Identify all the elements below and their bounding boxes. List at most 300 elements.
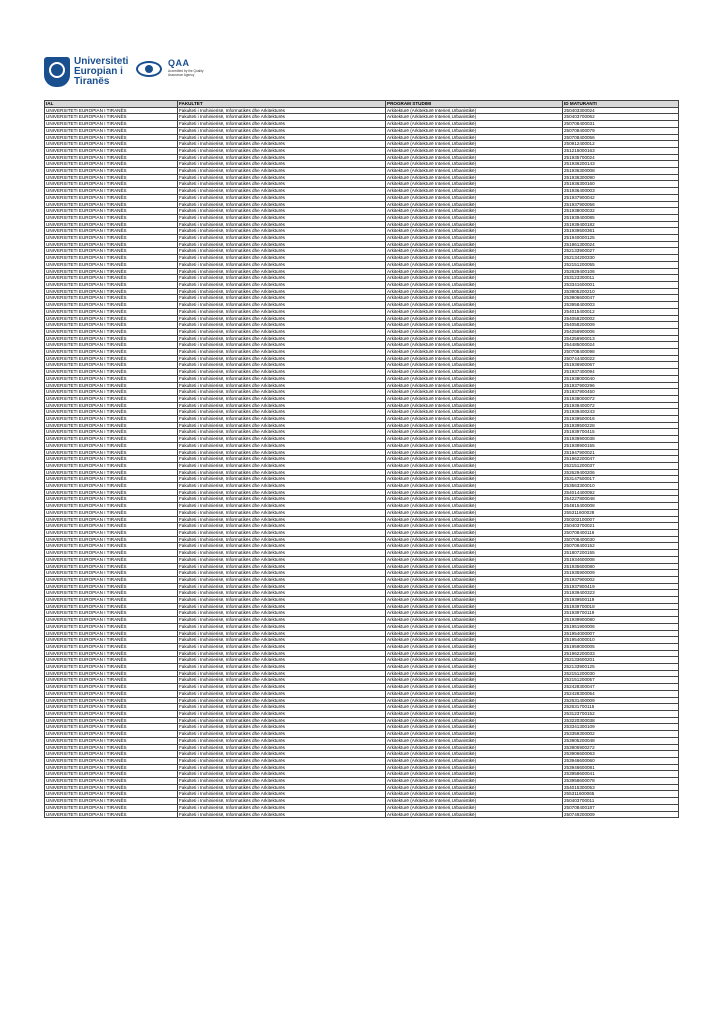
table-row	[45, 637, 679, 644]
table-row	[45, 590, 679, 597]
id-cell: 251939400243	[563, 409, 679, 416]
faculty-cell: Fakulteti i Inxhinierisë, Informatikës dhe Arkitekturës	[178, 710, 386, 717]
table-row	[45, 349, 679, 356]
id-cell: 251939500361	[563, 228, 679, 235]
id-cell: 253563300010	[563, 483, 679, 490]
faculty-cell: Fakulteti i Inxhinierisë, Informatikës dhe Arkitekturës	[178, 798, 386, 805]
ial-cell: UNIVERSITETI EUROPIAN I TIRANËS	[45, 409, 178, 416]
faculty-cell: Fakulteti i Inxhinierisë, Informatikës dhe Arkitekturës	[178, 228, 386, 235]
faculty-cell: Fakulteti i Inxhinierisë, Informatikës dhe Arkitekturës	[178, 241, 386, 248]
ial-cell: UNIVERSITETI EUROPIAN I TIRANËS	[45, 717, 178, 724]
ial-cell: UNIVERSITETI EUROPIAN I TIRANËS	[45, 154, 178, 161]
faculty-cell: Fakulteti i Inxhinierisë, Informatikës dhe Arkitekturës	[178, 603, 386, 610]
id-cell: 252151200057	[563, 677, 679, 684]
id-cell: 251938000072	[563, 395, 679, 402]
program-cell: Arkitekturë (Arkitekturë Interieri,Urbanistikë)	[386, 221, 563, 228]
program-cell: Arkitekturë (Arkitekturë Interieri,Urbanistikë)	[386, 449, 563, 456]
faculty-cell: Fakulteti i Inxhinierisë, Informatikës dhe Arkitekturës	[178, 731, 386, 738]
id-cell: 250749200009	[563, 811, 679, 818]
faculty-cell: Fakulteti i Inxhinierisë, Informatikës dhe Arkitekturës	[178, 154, 386, 161]
id-cell: 254227800048	[563, 496, 679, 503]
faculty-cell: Fakulteti i Inxhinierisë, Informatikës dhe Arkitekturës	[178, 597, 386, 604]
id-cell: 253905900272	[563, 744, 679, 751]
table-row	[45, 449, 679, 456]
ial-cell: UNIVERSITETI EUROPIAN I TIRANËS	[45, 369, 178, 376]
faculty-cell: Fakulteti i Inxhinierisë, Informatikës dhe Arkitekturës	[178, 771, 386, 778]
ial-cell: UNIVERSITETI EUROPIAN I TIRANËS	[45, 483, 178, 490]
table-row	[45, 355, 679, 362]
id-cell: 254256900006	[563, 328, 679, 335]
ial-cell: UNIVERSITETI EUROPIAN I TIRANËS	[45, 288, 178, 295]
table-row	[45, 550, 679, 557]
maturanti-table	[44, 100, 679, 818]
table-row	[45, 771, 679, 778]
ial-cell: UNIVERSITETI EUROPIAN I TIRANËS	[45, 449, 178, 456]
table-row	[45, 476, 679, 483]
table-row	[45, 563, 679, 570]
table-row	[45, 583, 679, 590]
id-cell: 250708400152	[563, 543, 679, 550]
program-cell: Arkitekturë (Arkitekturë Interieri,Urbanistikë)	[386, 597, 563, 604]
ial-cell: UNIVERSITETI EUROPIAN I TIRANËS	[45, 530, 178, 537]
program-cell: Arkitekturë (Arkitekturë Interieri,Urbanistikë)	[386, 147, 563, 154]
program-cell: Arkitekturë (Arkitekturë Interieri,Urbanistikë)	[386, 241, 563, 248]
table-row	[45, 791, 679, 798]
program-cell: Arkitekturë (Arkitekturë Interieri,Urbanistikë)	[386, 382, 563, 389]
program-cell: Arkitekturë (Arkitekturë Interieri,Urbanistikë)	[386, 811, 563, 818]
id-cell: 251939900080	[563, 617, 679, 624]
program-cell: Arkitekturë (Arkitekturë Interieri,Urbanistikë)	[386, 275, 563, 282]
id-cell: 252134200330	[563, 255, 679, 262]
faculty-cell: Fakulteti i Inxhinierisë, Informatikës dhe Arkitekturës	[178, 623, 386, 630]
id-cell: 250403700021	[563, 523, 679, 530]
faculty-cell: Fakulteti i Inxhinierisë, Informatikës dhe Arkitekturës	[178, 335, 386, 342]
table-row	[45, 201, 679, 208]
program-cell: Arkitekturë (Arkitekturë Interieri,Urbanistikë)	[386, 798, 563, 805]
table-row	[45, 389, 679, 396]
ial-cell: UNIVERSITETI EUROPIAN I TIRANËS	[45, 503, 178, 510]
ial-cell: UNIVERSITETI EUROPIAN I TIRANËS	[45, 637, 178, 644]
faculty-cell: Fakulteti i Inxhinierisë, Informatikës dhe Arkitekturës	[178, 530, 386, 537]
program-cell: Arkitekturë (Arkitekturë Interieri,Urbanistikë)	[386, 349, 563, 356]
id-cell: 250708400098	[563, 349, 679, 356]
ial-cell: UNIVERSITETI EUROPIAN I TIRANËS	[45, 114, 178, 121]
ial-cell: UNIVERSITETI EUROPIAN I TIRANËS	[45, 416, 178, 423]
ial-cell: UNIVERSITETI EUROPIAN I TIRANËS	[45, 456, 178, 463]
program-cell: Arkitekturë (Arkitekturë Interieri,Urbanistikë)	[386, 161, 563, 168]
ial-cell: UNIVERSITETI EUROPIAN I TIRANËS	[45, 791, 178, 798]
table-row	[45, 704, 679, 711]
id-cell: 253123300011	[563, 275, 679, 282]
id-cell: 250744400022	[563, 355, 679, 362]
id-cell: 252631700115	[563, 704, 679, 711]
faculty-cell: Fakulteti i Inxhinierisë, Informatikës dhe Arkitekturës	[178, 221, 386, 228]
program-cell: Arkitekturë (Arkitekturë Interieri,Urbanistikë)	[386, 670, 563, 677]
ial-cell: UNIVERSITETI EUROPIAN I TIRANËS	[45, 349, 178, 356]
faculty-cell: Fakulteti i Inxhinierisë, Informatikës dhe Arkitekturës	[178, 744, 386, 751]
faculty-cell: Fakulteti i Inxhinierisë, Informatikës dhe Arkitekturës	[178, 550, 386, 557]
program-cell: Arkitekturë (Arkitekturë Interieri,Urbanistikë)	[386, 335, 563, 342]
table-row	[45, 248, 679, 255]
table-row	[45, 744, 679, 751]
ial-cell: UNIVERSITETI EUROPIAN I TIRANËS	[45, 630, 178, 637]
program-cell: Arkitekturë (Arkitekturë Interieri,Urbanistikë)	[386, 570, 563, 577]
id-cell: 250708400079	[563, 127, 679, 134]
id-cell: 250708400031	[563, 121, 679, 128]
faculty-cell: Fakulteti i Inxhinierisë, Informatikës dhe Arkitekturës	[178, 570, 386, 577]
id-cell: 254015300053	[563, 784, 679, 791]
id-cell: 251215000163	[563, 147, 679, 154]
faculty-cell: Fakulteti i Inxhinierisë, Informatikës dhe Arkitekturës	[178, 107, 386, 114]
table-row	[45, 724, 679, 731]
table-row	[45, 751, 679, 758]
table-row	[45, 717, 679, 724]
faculty-cell: Fakulteti i Inxhinierisë, Informatikës dhe Arkitekturës	[178, 395, 386, 402]
program-cell: Arkitekturë (Arkitekturë Interieri,Urbanistikë)	[386, 643, 563, 650]
program-cell: Arkitekturë (Arkitekturë Interieri,Urbanistikë)	[386, 509, 563, 516]
faculty-cell: Fakulteti i Inxhinierisë, Informatikës dhe Arkitekturës	[178, 811, 386, 818]
ial-cell: UNIVERSITETI EUROPIAN I TIRANËS	[45, 375, 178, 382]
id-cell: 253946600060	[563, 757, 679, 764]
faculty-cell: Fakulteti i Inxhinierisë, Informatikës dhe Arkitekturës	[178, 610, 386, 617]
id-cell: 251962200033	[563, 650, 679, 657]
program-cell: Arkitekturë (Arkitekturë Interieri,Urbanistikë)	[386, 255, 563, 262]
faculty-cell: Fakulteti i Inxhinierisë, Informatikës dhe Arkitekturës	[178, 637, 386, 644]
faculty-cell: Fakulteti i Inxhinierisë, Informatikës dhe Arkitekturës	[178, 261, 386, 268]
faculty-cell: Fakulteti i Inxhinierisë, Informatikës dhe Arkitekturës	[178, 717, 386, 724]
faculty-cell: Fakulteti i Inxhinierisë, Informatikës dhe Arkitekturës	[178, 235, 386, 242]
program-cell: Arkitekturë (Arkitekturë Interieri,Urbanistikë)	[386, 228, 563, 235]
table-row	[45, 543, 679, 550]
table-row	[45, 643, 679, 650]
id-cell: 255311600028	[563, 509, 679, 516]
ial-cell: UNIVERSITETI EUROPIAN I TIRANËS	[45, 476, 178, 483]
table-row	[45, 322, 679, 329]
id-cell: 251939500016	[563, 416, 679, 423]
faculty-cell: Fakulteti i Inxhinierisë, Informatikës dhe Arkitekturës	[178, 483, 386, 490]
program-cell: Arkitekturë (Arkitekturë Interieri,Urbanistikë)	[386, 416, 563, 423]
ial-cell: UNIVERSITETI EUROPIAN I TIRANËS	[45, 610, 178, 617]
program-cell: Arkitekturë (Arkitekturë Interieri,Urbanistikë)	[386, 302, 563, 309]
program-cell: Arkitekturë (Arkitekturë Interieri,Urbanistikë)	[386, 489, 563, 496]
table-row	[45, 597, 679, 604]
table-row	[45, 570, 679, 577]
table-row	[45, 402, 679, 409]
id-cell: 251954000010	[563, 637, 679, 644]
ial-cell: UNIVERSITETI EUROPIAN I TIRANËS	[45, 690, 178, 697]
program-cell: Arkitekturë (Arkitekturë Interieri,Urbanistikë)	[386, 154, 563, 161]
table-row	[45, 335, 679, 342]
faculty-cell: Fakulteti i Inxhinierisë, Informatikës dhe Arkitekturës	[178, 322, 386, 329]
ial-cell: UNIVERSITETI EUROPIAN I TIRANËS	[45, 576, 178, 583]
ial-cell: UNIVERSITETI EUROPIAN I TIRANËS	[45, 328, 178, 335]
program-cell: Arkitekturë (Arkitekturë Interieri,Urbanistikë)	[386, 757, 563, 764]
table-row	[45, 328, 679, 335]
program-cell: Arkitekturë (Arkitekturë Interieri,Urbanistikë)	[386, 724, 563, 731]
program-cell: Arkitekturë (Arkitekturë Interieri,Urbanistikë)	[386, 268, 563, 275]
faculty-cell: Fakulteti i Inxhinierisë, Informatikës dhe Arkitekturës	[178, 556, 386, 563]
program-cell: Arkitekturë (Arkitekturë Interieri,Urbanistikë)	[386, 369, 563, 376]
program-cell: Arkitekturë (Arkitekturë Interieri,Urbanistikë)	[386, 442, 563, 449]
table-row	[45, 208, 679, 215]
id-cell: 251936900067	[563, 362, 679, 369]
ial-cell: UNIVERSITETI EUROPIAN I TIRANËS	[45, 402, 178, 409]
faculty-cell: Fakulteti i Inxhinierisë, Informatikës dhe Arkitekturës	[178, 563, 386, 570]
table-row	[45, 764, 679, 771]
program-cell: Arkitekturë (Arkitekturë Interieri,Urbanistikë)	[386, 623, 563, 630]
program-cell: Arkitekturë (Arkitekturë Interieri,Urbanistikë)	[386, 261, 563, 268]
table-row	[45, 610, 679, 617]
faculty-cell: Fakulteti i Inxhinierisë, Informatikës dhe Arkitekturës	[178, 617, 386, 624]
ial-cell: UNIVERSITETI EUROPIAN I TIRANËS	[45, 583, 178, 590]
table-row	[45, 503, 679, 510]
id-cell: 250708400030	[563, 536, 679, 543]
ial-cell: UNIVERSITETI EUROPIAN I TIRANËS	[45, 214, 178, 221]
table-row	[45, 268, 679, 275]
table-row	[45, 416, 679, 423]
table-row	[45, 804, 679, 811]
table-row	[45, 617, 679, 624]
program-cell: Arkitekturë (Arkitekturë Interieri,Urbanistikë)	[386, 791, 563, 798]
ial-cell: UNIVERSITETI EUROPIAN I TIRANËS	[45, 462, 178, 469]
id-cell: 251936300160	[563, 181, 679, 188]
table-row	[45, 436, 679, 443]
id-cell: 251939400072	[563, 402, 679, 409]
table-row	[45, 127, 679, 134]
ial-cell: UNIVERSITETI EUROPIAN I TIRANËS	[45, 523, 178, 530]
id-cell: 250403700011	[563, 798, 679, 805]
id-cell: 255311600065	[563, 791, 679, 798]
faculty-cell: Fakulteti i Inxhinierisë, Informatikës dhe Arkitekturës	[178, 449, 386, 456]
faculty-cell: Fakulteti i Inxhinierisë, Informatikës dhe Arkitekturës	[178, 684, 386, 691]
ial-cell: UNIVERSITETI EUROPIAN I TIRANËS	[45, 436, 178, 443]
id-cell: 252629400206	[563, 469, 679, 476]
faculty-cell: Fakulteti i Inxhinierisë, Informatikës dhe Arkitekturës	[178, 402, 386, 409]
table-row	[45, 221, 679, 228]
id-cell: 254256900013	[563, 335, 679, 342]
table-row	[45, 516, 679, 523]
program-cell: Arkitekturë (Arkitekturë Interieri,Urbanistikë)	[386, 315, 563, 322]
header-program: PROGRAM STUDIMI	[386, 101, 563, 108]
program-cell: Arkitekturë (Arkitekturë Interieri,Urbanistikë)	[386, 804, 563, 811]
ial-cell: UNIVERSITETI EUROPIAN I TIRANËS	[45, 248, 178, 255]
ial-cell: UNIVERSITETI EUROPIAN I TIRANËS	[45, 664, 178, 671]
program-cell: Arkitekturë (Arkitekturë Interieri,Urbanistikë)	[386, 208, 563, 215]
id-cell: 251939400182	[563, 221, 679, 228]
faculty-cell: Fakulteti i Inxhinierisë, Informatikës dhe Arkitekturës	[178, 476, 386, 483]
program-cell: Arkitekturë (Arkitekturë Interieri,Urbanistikë)	[386, 516, 563, 523]
faculty-cell: Fakulteti i Inxhinierisë, Informatikës dhe Arkitekturës	[178, 302, 386, 309]
faculty-cell: Fakulteti i Inxhinierisë, Informatikës dhe Arkitekturës	[178, 295, 386, 302]
id-cell: 251939400085	[563, 214, 679, 221]
ial-cell: UNIVERSITETI EUROPIAN I TIRANËS	[45, 275, 178, 282]
faculty-cell: Fakulteti i Inxhinierisë, Informatikës dhe Arkitekturës	[178, 161, 386, 168]
ial-cell: UNIVERSITETI EUROPIAN I TIRANËS	[45, 168, 178, 175]
ial-cell: UNIVERSITETI EUROPIAN I TIRANËS	[45, 563, 178, 570]
table-row	[45, 395, 679, 402]
table-row	[45, 382, 679, 389]
ial-cell: UNIVERSITETI EUROPIAN I TIRANËS	[45, 295, 178, 302]
id-cell: 253906600047	[563, 295, 679, 302]
ial-cell: UNIVERSITETI EUROPIAN I TIRANËS	[45, 121, 178, 128]
faculty-cell: Fakulteti i Inxhinierisë, Informatikës dhe Arkitekturës	[178, 114, 386, 121]
program-cell: Arkitekturë (Arkitekturë Interieri,Urbanistikë)	[386, 476, 563, 483]
id-cell: 252151200030	[563, 670, 679, 677]
id-cell: 252133600201	[563, 657, 679, 664]
table-row	[45, 228, 679, 235]
faculty-cell: Fakulteti i Inxhinierisë, Informatikës dhe Arkitekturës	[178, 804, 386, 811]
ial-cell: UNIVERSITETI EUROPIAN I TIRANËS	[45, 509, 178, 516]
faculty-cell: Fakulteti i Inxhinierisë, Informatikës dhe Arkitekturës	[178, 442, 386, 449]
id-cell: 250202100007	[563, 516, 679, 523]
ial-cell: UNIVERSITETI EUROPIAN I TIRANËS	[45, 181, 178, 188]
id-cell: 254815400008	[563, 503, 679, 510]
id-cell: 250708400056	[563, 134, 679, 141]
table-row	[45, 375, 679, 382]
id-cell: 253946600081	[563, 764, 679, 771]
ial-cell: UNIVERSITETI EUROPIAN I TIRANËS	[45, 261, 178, 268]
faculty-cell: Fakulteti i Inxhinierisë, Informatikës dhe Arkitekturës	[178, 409, 386, 416]
program-cell: Arkitekturë (Arkitekturë Interieri,Urbanistikë)	[386, 127, 563, 134]
table-row	[45, 784, 679, 791]
table-row	[45, 778, 679, 785]
id-cell: 251961300024	[563, 241, 679, 248]
faculty-cell: Fakulteti i Inxhinierisë, Informatikës dhe Arkitekturës	[178, 268, 386, 275]
ial-cell: UNIVERSITETI EUROPIAN I TIRANËS	[45, 315, 178, 322]
faculty-cell: Fakulteti i Inxhinierisë, Informatikës dhe Arkitekturës	[178, 255, 386, 262]
table-row	[45, 281, 679, 288]
table-row	[45, 690, 679, 697]
id-cell: 253341600001	[563, 281, 679, 288]
faculty-cell: Fakulteti i Inxhinierisë, Informatikës dhe Arkitekturës	[178, 181, 386, 188]
faculty-cell: Fakulteti i Inxhinierisë, Informatikës dhe Arkitekturës	[178, 590, 386, 597]
program-cell: Arkitekturë (Arkitekturë Interieri,Urbanistikë)	[386, 248, 563, 255]
university-name: Universiteti Europian i Tiranës	[74, 56, 129, 87]
faculty-cell: Fakulteti i Inxhinierisë, Informatikës dhe Arkitekturës	[178, 141, 386, 148]
ial-cell: UNIVERSITETI EUROPIAN I TIRANËS	[45, 422, 178, 429]
table-row	[45, 141, 679, 148]
ial-cell: UNIVERSITETI EUROPIAN I TIRANËS	[45, 570, 178, 577]
table-row	[45, 483, 679, 490]
faculty-cell: Fakulteti i Inxhinierisë, Informatikës dhe Arkitekturës	[178, 697, 386, 704]
program-cell: Arkitekturë (Arkitekturë Interieri,Urbanistikë)	[386, 168, 563, 175]
program-cell: Arkitekturë (Arkitekturë Interieri,Urbanistikë)	[386, 328, 563, 335]
ial-cell: UNIVERSITETI EUROPIAN I TIRANËS	[45, 302, 178, 309]
ial-cell: UNIVERSITETI EUROPIAN I TIRANËS	[45, 429, 178, 436]
faculty-cell: Fakulteti i Inxhinierisë, Informatikës dhe Arkitekturës	[178, 382, 386, 389]
id-cell: 251939700119	[563, 610, 679, 617]
table-row	[45, 737, 679, 744]
faculty-cell: Fakulteti i Inxhinierisë, Informatikës dhe Arkitekturës	[178, 194, 386, 201]
program-cell: Arkitekturë (Arkitekturë Interieri,Urbanistikë)	[386, 771, 563, 778]
faculty-cell: Fakulteti i Inxhinierisë, Informatikës dhe Arkitekturës	[178, 509, 386, 516]
ial-cell: UNIVERSITETI EUROPIAN I TIRANËS	[45, 255, 178, 262]
table-row	[45, 576, 679, 583]
table-row	[45, 134, 679, 141]
id-cell: 252151200037	[563, 462, 679, 469]
ial-cell: UNIVERSITETI EUROPIAN I TIRANËS	[45, 543, 178, 550]
id-cell: 251807200155	[563, 550, 679, 557]
faculty-cell: Fakulteti i Inxhinierisë, Informatikës dhe Arkitekturës	[178, 523, 386, 530]
table-row	[45, 536, 679, 543]
ial-cell: UNIVERSITETI EUROPIAN I TIRANËS	[45, 268, 178, 275]
faculty-cell: Fakulteti i Inxhinierisë, Informatikës dhe Arkitekturës	[178, 737, 386, 744]
faculty-cell: Fakulteti i Inxhinierisë, Informatikës dhe Arkitekturës	[178, 174, 386, 181]
ial-cell: UNIVERSITETI EUROPIAN I TIRANËS	[45, 550, 178, 557]
table-row	[45, 409, 679, 416]
program-cell: Arkitekturë (Arkitekturë Interieri,Urbanistikë)	[386, 107, 563, 114]
id-cell: 251937900056	[563, 201, 679, 208]
program-cell: Arkitekturë (Arkitekturë Interieri,Urbanistikë)	[386, 469, 563, 476]
id-cell: 251937900296	[563, 382, 679, 389]
table-row	[45, 174, 679, 181]
program-cell: Arkitekturë (Arkitekturë Interieri,Urbanistikë)	[386, 583, 563, 590]
program-cell: Arkitekturë (Arkitekturë Interieri,Urbanistikë)	[386, 543, 563, 550]
id-cell: 254015400012	[563, 308, 679, 315]
id-cell: 253958400003	[563, 302, 679, 309]
ial-cell: UNIVERSITETI EUROPIAN I TIRANËS	[45, 308, 178, 315]
faculty-cell: Fakulteti i Inxhinierisë, Informatikës dhe Arkitekturës	[178, 349, 386, 356]
program-cell: Arkitekturë (Arkitekturë Interieri,Urbanistikë)	[386, 375, 563, 382]
ial-cell: UNIVERSITETI EUROPIAN I TIRANËS	[45, 355, 178, 362]
id-cell: 251937900042	[563, 194, 679, 201]
program-cell: Arkitekturë (Arkitekturë Interieri,Urbanistikë)	[386, 778, 563, 785]
program-cell: Arkitekturë (Arkitekturë Interieri,Urbanistikë)	[386, 188, 563, 195]
id-cell: 251936200143	[563, 161, 679, 168]
table-row	[45, 710, 679, 717]
ial-cell: UNIVERSITETI EUROPIAN I TIRANËS	[45, 643, 178, 650]
program-cell: Arkitekturë (Arkitekturë Interieri,Urbanistikë)	[386, 637, 563, 644]
qaa-name: QAA	[168, 58, 190, 68]
ial-cell: UNIVERSITETI EUROPIAN I TIRANËS	[45, 617, 178, 624]
table-row	[45, 295, 679, 302]
faculty-cell: Fakulteti i Inxhinierisë, Informatikës dhe Arkitekturës	[178, 328, 386, 335]
document-header	[44, 55, 344, 97]
id-cell: 251962200047	[563, 456, 679, 463]
ial-cell: UNIVERSITETI EUROPIAN I TIRANËS	[45, 161, 178, 168]
id-cell: 251937900002	[563, 576, 679, 583]
program-cell: Arkitekturë (Arkitekturë Interieri,Urbanistikë)	[386, 677, 563, 684]
faculty-cell: Fakulteti i Inxhinierisë, Informatikës dhe Arkitekturës	[178, 168, 386, 175]
id-cell: 252133900027	[563, 248, 679, 255]
program-cell: Arkitekturë (Arkitekturë Interieri,Urbanistikë)	[386, 214, 563, 221]
table-row	[45, 509, 679, 516]
ial-cell: UNIVERSITETI EUROPIAN I TIRANËS	[45, 489, 178, 496]
table-header-row	[45, 101, 679, 108]
program-cell: Arkitekturë (Arkitekturë Interieri,Urbanistikë)	[386, 603, 563, 610]
id-cell: 251939700415	[563, 429, 679, 436]
ial-cell: UNIVERSITETI EUROPIAN I TIRANËS	[45, 650, 178, 657]
table-row	[45, 194, 679, 201]
program-cell: Arkitekturë (Arkitekturë Interieri,Urbanistikë)	[386, 362, 563, 369]
id-cell: 251935700024	[563, 154, 679, 161]
program-cell: Arkitekturë (Arkitekturë Interieri,Urbanistikë)	[386, 462, 563, 469]
ial-cell: UNIVERSITETI EUROPIAN I TIRANËS	[45, 281, 178, 288]
table-row	[45, 811, 679, 818]
faculty-cell: Fakulteti i Inxhinierisë, Informatikës dhe Arkitekturës	[178, 281, 386, 288]
ial-cell: UNIVERSITETI EUROPIAN I TIRANËS	[45, 228, 178, 235]
faculty-cell: Fakulteti i Inxhinierisë, Informatikës dhe Arkitekturës	[178, 704, 386, 711]
id-cell: 251947900021	[563, 449, 679, 456]
id-cell: 253147500017	[563, 476, 679, 483]
program-cell: Arkitekturë (Arkitekturë Interieri,Urbanistikë)	[386, 456, 563, 463]
id-cell: 251939500228	[563, 422, 679, 429]
id-cell: 252133900125	[563, 664, 679, 671]
faculty-cell: Fakulteti i Inxhinierisë, Informatikës dhe Arkitekturës	[178, 664, 386, 671]
ial-cell: UNIVERSITETI EUROPIAN I TIRANËS	[45, 704, 178, 711]
id-cell: 252629400106	[563, 268, 679, 275]
table-row	[45, 261, 679, 268]
